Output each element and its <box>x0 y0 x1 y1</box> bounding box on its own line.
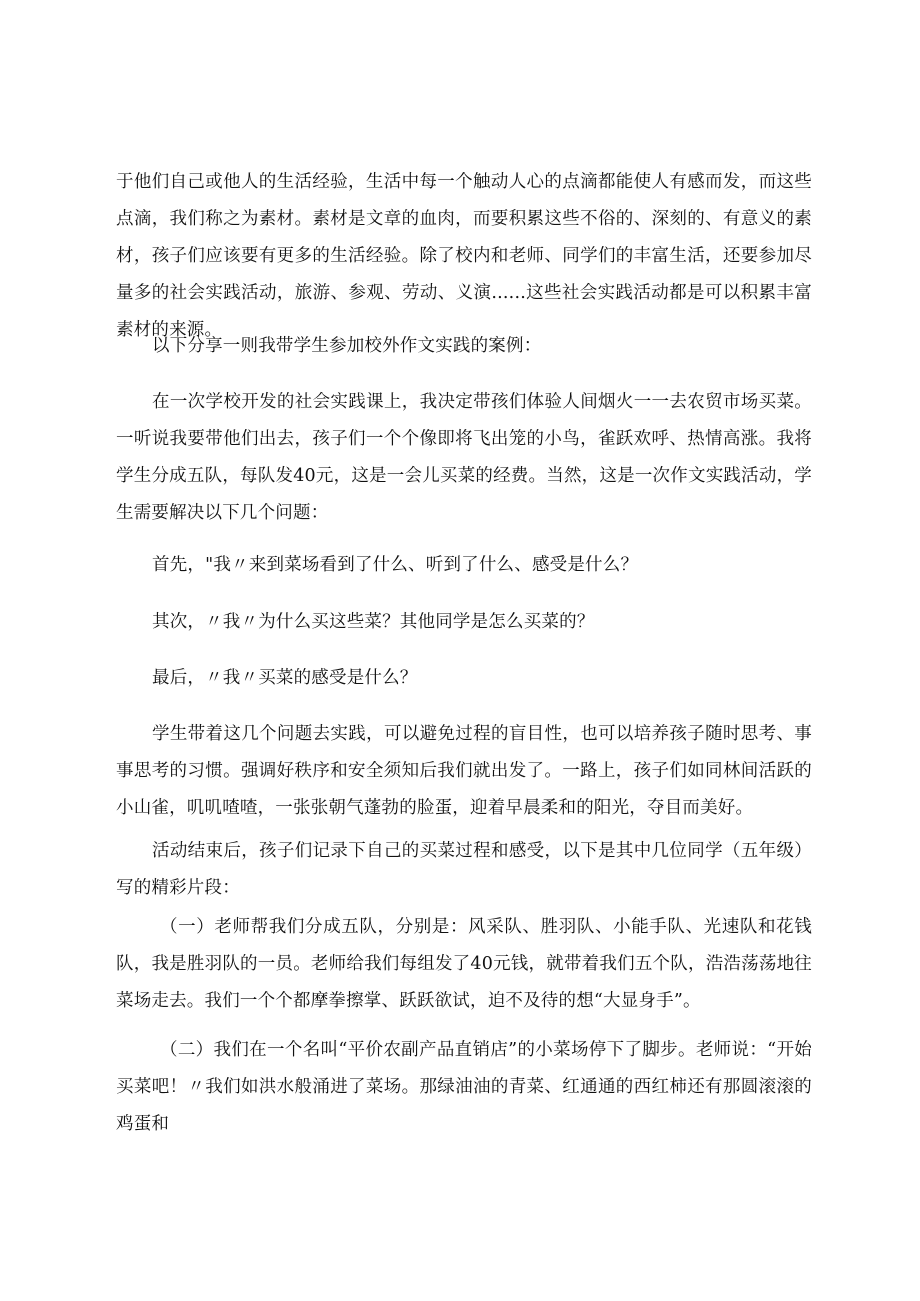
paragraph-after-activity: 活动结束后，孩子们记录下自己的买菜过程和感受，以下是其中几位同学（五年级）写的精彩片段： <box>116 841 812 898</box>
question-second: 其次，〃我〃为什么买这些菜？其他同学是怎么买菜的？ <box>152 612 595 632</box>
paragraph-case-intro: 以下分享一则我带学生参加校外作文实践的案例： <box>152 336 542 356</box>
question-third: 最后，〃我〃买菜的感受是什么？ <box>152 668 418 688</box>
excerpt-two: （二）我们在一个名叫“平价农副产品直销店”的小菜场停下了脚步。老师说：“开始买菜吧！〃我们如洪水般涌进了菜场。那绿油油的青菜、红通通的西红柿还有那圆滚滚的鸡蛋和 <box>116 1040 812 1134</box>
paragraph-intro: 于他们自己或他人的生活经验，生活中每一个触动人心的点滴都能使人有感而发，而这些点滴，我们称之为素材。素材是文章的血肉，而要积累这些不俗的、深刻的、有意义的素材，孩子们应该要有更多的生活经验。除了校内和老师、同学们的丰富生活，还要参加尽量多的社会实践活动，旅游、参观、劳动、义演......这些社会实践活动都是可以积累丰富素材的来源。 <box>116 172 812 340</box>
excerpt-one: （一）老师帮我们分成五队，分别是：风采队、胜羽队、小能手队、光速队和花钱队，我是胜羽队的一员。老师给我们每组发了40元钱，就带着我们五个队，浩浩荡荡地往菜场走去。我们一个个都摩拳擦掌、跃跃欲试，迫不及待的想“大显身手”。 <box>116 917 812 1011</box>
paragraph-activity: 在一次学校开发的社会实践课上，我决定带孩们体验人间烟火一一去农贸市场买菜。一听说我要带他们出去，孩子们一个个像即将飞出笼的小鸟，雀跃欢呼、热情高涨。我将学生分成五队，每队发40元，这是一会儿买菜的经费。当然，这是一次作文实践活动，学生需要解决以下几个问题： <box>116 392 812 523</box>
question-first: 首先，"我〃来到菜场看到了什么、听到了什么、感受是什么？ <box>152 555 639 575</box>
paragraph-practice: 学生带着这几个问题去实践，可以避免过程的盲目性，也可以培养孩子随时思考、事事思考的习惯。强调好秩序和安全须知后我们就出发了。一路上，孩子们如同林间活跃的小山雀，叽叽喳喳，一张张朝气蓬勃的脸蛋，迎着早晨柔和的阳光，夺目而美好。 <box>116 724 812 818</box>
